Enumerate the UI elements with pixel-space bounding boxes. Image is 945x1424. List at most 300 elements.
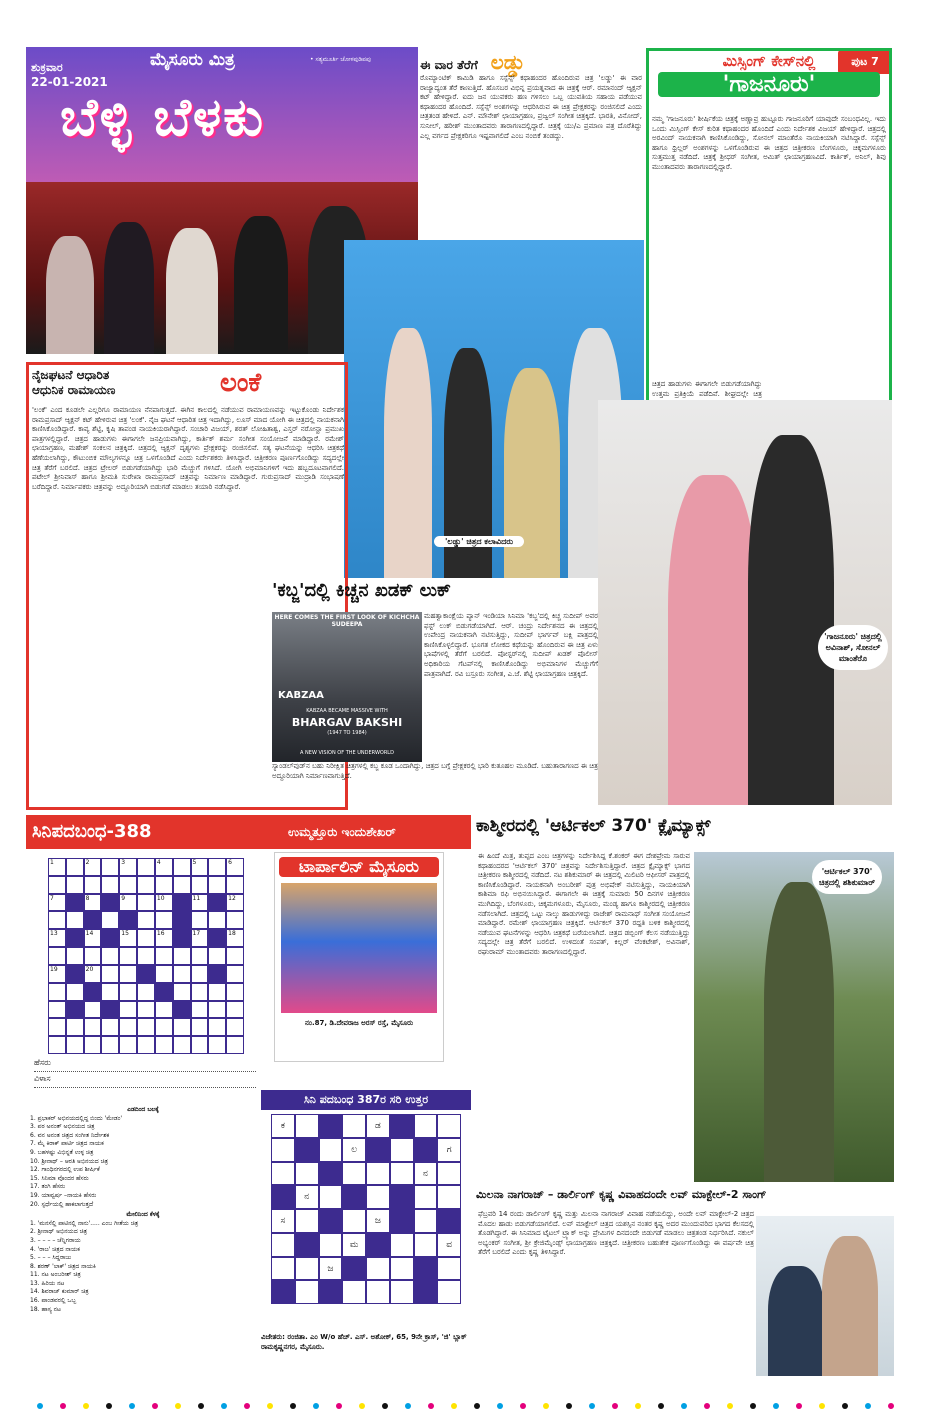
answer-cell [437,1162,461,1186]
crossword-block [101,894,119,912]
crossword-cell[interactable] [66,858,84,876]
answer-cell [390,1233,414,1257]
answer-block [342,1257,366,1281]
crossword-cell-number: 16 [156,930,165,938]
crossword-cell[interactable] [137,858,155,876]
registration-dot [842,1403,848,1409]
kabzaa-poster [272,612,422,762]
crossword-cell-number: 5 [192,859,197,866]
answer-block [319,1114,343,1138]
crossword-cell[interactable] [191,947,209,965]
answer-block [414,1257,438,1281]
crossword-name-line [34,1058,256,1072]
answer-cell [295,1257,319,1281]
clue-down: 3. – – – – ಚೆನ್ನಿಗರಾಯ [30,1236,81,1244]
clues-down-label: ಮೇಲಿನಿಂದ ಕೆಳಕ್ಕೆ [126,1211,160,1219]
answer-cell [414,1233,438,1257]
crossword-cell[interactable] [191,894,209,912]
crossword-cell[interactable] [48,1018,66,1036]
crossword-cell[interactable] [137,929,155,947]
crossword-cell-number: 17 [192,930,201,938]
crossword-cell-number: 8 [85,894,90,902]
crossword-block [101,1001,119,1019]
answer-cell [271,1138,295,1162]
answer-block [319,1280,343,1304]
kabzaa-article: ಮಹತ್ವಾಕಾಂಕ್ಷೆಯ ಪ್ಯಾನ್ ಇಂಡಿಯಾ ಸಿನಿಮಾ 'ಕಬ್ಜ'ದಲ್ಲಿ ಕಿಚ್ಚ ಸುದೀಪ್ ಅವರ ಫಸ್ಟ್ ಲುಕ್ ಬಿಡುಗಡೆಯಾಗಿದೆ. ಆರ್. ಚಂದ್ರು ನಿರ್ದೇಶನದ ಈ ಚಿತ್ರದಲ್ಲಿ ಉಪೇಂದ್ರ ನಾಯಕನಾಗಿ ನಟಿಸುತ್ತಿದ್ದು, ಸುದೀಪ್ ಭಾರ್ಗವ್ ಬಕ್ಷಿ ಪಾತ್ರದಲ್ಲಿ ಕಾಣಿಸಿಕೊಳ್ಳಲಿದ್ದಾರೆ. ಭೂಗತ ಲೋಕದ ಕಥೆಯನ್ನು ಹೊಂದಿರುವ ಈ ಚಿತ್ರ ಏಳು ಭಾಷೆಗಳಲ್ಲಿ ತೆರೆಗೆ ಬರಲಿದೆ. ಪೋಸ್ಟರ್‌ನಲ್ಲಿ ಸುದೀಪ್ ಖಡಕ್ ಪೊಲೀಸ್ ಅಧಿಕಾರಿಯ ಗೆಟಪ್‌ನಲ್ಲಿ ಕಾಣಿಸಿಕೊಂಡಿದ್ದು ಅಭಿಮಾನಿಗಳ ಮೆಚ್ಚುಗೆಗೆ ಪಾತ್ರವಾಗಿದೆ. ರವಿ ಬಸ್ರೂರು ಸಂಗೀತ, ಎ.ಜೆ. ಶೆಟ್ಟಿ ಛಾಯಾಗ್ರಹಣ ಚಿತ್ರಕ್ಕಿದೆ. [424,612,598,678]
tarpaulin-ad-title: ಟಾರ್ಪಾಲಿನ್ ಮೈಸೂರು [279,857,439,877]
gajanooru-title: 'ಗಾಜನೂರು' [658,72,880,97]
crossword-cell[interactable] [208,858,226,876]
answer-block [271,1280,295,1304]
crossword-cell[interactable] [119,1018,137,1036]
crossword-winner: ವಿಜೇತರು: ರಂಜಿತಾ. ಎಂ W/o ಹೆಚ್. ಎಸ್. ಅಶೋಕ್, 65, 9ನೇ ಕ್ರಾಸ್, 'ಜಿ' ಬ್ಲಾಕ್ ರಾಮಕೃಷ್ಣನಗರ, ಮೈಸೂರು. [261,1333,467,1351]
crossword-cell-number: 19 [50,965,58,973]
crossword-cell[interactable] [173,947,191,965]
crossword-cell[interactable] [84,929,102,947]
answer-cell [271,1162,295,1186]
crossword-cell[interactable] [48,911,66,929]
answer-cell [295,1162,319,1186]
crossword-block [208,965,226,983]
crossword-cell[interactable] [101,1036,119,1054]
clue-down: 8. ಶರಣ್ 'ಲಾಕ್' ಚಿತ್ರದ ನಾಯಕಿ [30,1262,96,1270]
crossword-block [66,1001,84,1019]
clue-across: 20. ಸ್ಪರ್ಧೆಯಲ್ಲಿ ಹಾಕಲಾಗುತ್ತದೆ [30,1200,94,1208]
crossword-cell[interactable] [48,894,66,912]
crossword-cell[interactable] [191,876,209,894]
answer-cell [366,1185,390,1209]
crossword-cell[interactable] [208,1001,226,1019]
clue-across: 3. ಪಠ ಅನಂತ್ ಅಭಿನಯದ ಚಿತ್ರ [30,1123,95,1131]
crossword-cell[interactable] [226,1018,244,1036]
clues-across-label: ಎಡದಿಂದ ಬಲಕ್ಕೆ [127,1106,159,1113]
registration-dot [175,1403,181,1409]
crossword-cell-number: 2 [85,859,90,866]
answer-cell [390,1280,414,1304]
crossword-cell[interactable] [119,965,137,983]
masthead-tagline: • ಸತ್ಯಮೂರ್ತಿ ಚೋಳಪುಡಿಪಪು [310,56,371,63]
answer-cell: ಲ [342,1138,366,1162]
answer-cell [319,1138,343,1162]
crossword-cell[interactable] [137,894,155,912]
lanke-header [32,368,342,402]
crossword-cell[interactable] [191,911,209,929]
registration-dot [382,1403,388,1409]
answer-cell: ಮ [342,1233,366,1257]
crossword-block [66,894,84,912]
crossword-header [26,815,471,849]
registration-dot [658,1403,664,1409]
crossword-cell[interactable] [119,983,137,1001]
crossword-block [155,983,173,1001]
kashmir-article: ಈ ಹಿಂದೆ ಮಿತ್ರ, ತುಪ್ಪದ ಎಂಬ ಚಿತ್ರಗಳನ್ನು ನಿರ್ದೇಶಿಸಿದ್ದ ಕೆ.ಶಂಕರ್ ಈಗ ದೇಶಪ್ರೇಮ ಸಾರುವ ಕಥಾಹಂದರದ 'ಆರ್ಟಿಕಲ್ 370' ಚಿತ್ರವನ್ನು ನಿರ್ದೇಶಿಸುತ್ತಿದ್ದಾರೆ. ಚಿತ್ರದ ಕ್ಲೈಮ್ಯಾಕ್ಸ್ ಭಾಗದ ಚಿತ್ರೀಕರಣ ಕಾಶ್ಮೀರದಲ್ಲಿ ನಡೆದಿದೆ. ನಟ ಶಶಿಕುಮಾರ್ ಈ ಚಿತ್ರದಲ್ಲಿ ಮಿಲಿಟರಿ ಆಫೀಸರ್ ಪಾತ್ರದಲ್ಲಿ ಕಾಣಿಸಿಕೊಂಡಿದ್ದಾರೆ. ನಾಯಕನಾಗಿ ಅಂಬರೀಶ್ ಪುತ್ರ ಅಭಿಷೇಕ್ ನಟಿಸುತ್ತಿದ್ದು, ನಾಯಕಿಯಾಗಿ ಕಾಶಿಮಾ ರಫಿ ಅಭಿನಯಿಸಿದ್ದಾರೆ. ಈಗಾಗಲೇ ಈ ಚಿತ್ರಕ್ಕೆ ಸುಮಾರು 50 ದಿನಗಳ ಚಿತ್ರೀಕರಣ ಮುಗಿದಿದ್ದು, ಬೆಂಗಳೂರು, ಚಿಕ್ಕಮಗಳೂರು, ಮೈಸೂರು, ಮಂಡ್ಯ ಹಾಗೂ ಕಾಶ್ಮೀರದಲ್ಲಿ ಚಿತ್ರೀಕರಣ ನಡೆಸಲಾಗಿದೆ. ಚಿತ್ರದಲ್ಲಿ ಒಟ್ಟು ನಾಲ್ಕು ಹಾಡುಗಳಿದ್ದು ರಾಜೇಶ್ ರಾಮನಾಥ್ ಸಂಗೀತ ಸಂಯೋಜನೆ ಮಾಡಿದ್ದಾರೆ. ರಮೇಶ್ ಛಾಯಾಗ್ರಹಣ ಚಿತ್ರಕ್ಕಿದೆ. ಆರ್ಟಿಕಲ್ 370 ರದ್ದತಿ ಬಳಿಕ ಕಾಶ್ಮೀರದಲ್ಲಿ ನಡೆಯುವ ಘಟನೆಗಳನ್ನು ಆಧರಿಸಿ ಚಿತ್ರಕಥೆ ಬರೆಯಲಾಗಿದೆ. ಚಿತ್ರದ ಡಬ್ಬಿಂಗ್ ಕೆಲಸ ನಡೆಯುತ್ತಿದ್ದು ಸದ್ಯದಲ್ಲೇ ಚಿತ್ರ ತೆರೆಗೆ ಬರಲಿದೆ. ಉಳಿದಂತೆ ಸಂಪತ್, ಕಿಲ್ಲರ್ ವೆಂಕಟೇಶ್, ಅವಿನಾಶ್, ರಘುರಾಮ್ ಮುಂತಾದವರು ತಾರಾಗಣದಲ್ಲಿದ್ದಾರೆ. [478,852,690,956]
clue-across: 7. ಮೈ ಕಿರಾಕ್ ಪಾರ್ಟಿ ಚಿತ್ರದ ನಾಯಕ [30,1140,104,1148]
crossword-cell[interactable] [226,876,244,894]
crossword-cell[interactable] [155,965,173,983]
kabzaa-article-cont: ಸ್ಯಾಂಡಲ್‌ವುಡ್‌ನ ಬಹು ನಿರೀಕ್ಷಿತ ಚಿತ್ರಗಳಲ್ಲಿ ಕಬ್ಜ ಕೂಡ ಒಂದಾಗಿದ್ದು, ಚಿತ್ರದ ಬಗ್ಗೆ ಪ್ರೇಕ್ಷಕರಲ್ಲಿ ಭಾರಿ ಕುತೂಹಲ ಮೂಡಿದೆ. ಬಹುತಾರಾಗಣದ ಈ ಚಿತ್ರ ಅದ್ದೂರಿಯಾಗಿ ನಿರ್ಮಾಣವಾಗುತ್ತಿದೆ. [272,762,598,780]
gajanooru-header [648,52,890,112]
crossword-cell[interactable] [155,1018,173,1036]
registration-dot [750,1403,756,1409]
answer-cell [437,1114,461,1138]
lovemocktail-photo [756,1216,894,1376]
crossword-cell[interactable] [119,894,137,912]
registration-dot [865,1403,871,1409]
laddu-caption: 'ಲಡ್ಡು' ಚಿತ್ರದ ಕಲಾವಿದರು [434,536,524,547]
registration-dot [267,1403,273,1409]
laddu-kicker: ಈ ವಾರ ತೆರೆಗೆ [420,58,478,72]
crossword-cell[interactable] [191,1018,209,1036]
crossword-block [84,911,102,929]
answer-cell: ನ [414,1162,438,1186]
clue-down: 5. – – – ಸಿದ್ದರಾಜು [30,1254,72,1262]
crossword-cell[interactable] [173,858,191,876]
crossword-cell[interactable] [226,965,244,983]
answer-block [414,1280,438,1304]
clue-across: 1. ಪ್ರಭಾಕರ್ ಅಭಿನಯದಲ್ಲಿದ್ದ ಬಿಂದು 'ಮೇಡಂ' [30,1114,123,1122]
crossword-cell[interactable] [208,983,226,1001]
answer-cell [366,1257,390,1281]
crossword-cell-number: 10 [156,894,165,902]
crossword-cell[interactable] [119,947,137,965]
lanke-kicker: ನೈಜಘಟನೆ ಆಧಾರಿತ [32,368,110,382]
registration-dot [589,1403,595,1409]
crossword-address-line [34,1074,256,1088]
clues-across-list [30,1115,256,1210]
registration-dot [819,1403,825,1409]
crossword-block [66,929,84,947]
answer-block [295,1233,319,1257]
crossword-cell[interactable] [84,1001,102,1019]
color-registration-marks [0,1400,945,1412]
answer-cell: ನ [295,1185,319,1209]
answer-block [271,1185,295,1209]
kabzaa-poster-name: BHARGAV BAKSHI [291,716,403,729]
crossword-cell[interactable] [48,1036,66,1054]
registration-dot [773,1403,779,1409]
answer-block [414,1138,438,1162]
crossword-cell[interactable] [101,858,119,876]
crossword-cell[interactable] [48,929,66,947]
answer-cell [319,1185,343,1209]
crossword-cell[interactable] [208,911,226,929]
answer-block [366,1138,390,1162]
answer-block [390,1209,414,1233]
crossword-cell[interactable] [155,858,173,876]
crossword-cell[interactable] [119,858,137,876]
answer-block [319,1209,343,1233]
crossword-cell-number: 9 [121,894,126,902]
lanke-title: ಲಂಕೆ [220,368,262,398]
kashmir-photo [694,852,894,1182]
crossword-cell[interactable] [173,876,191,894]
crossword-cell[interactable] [226,858,244,876]
answer-cell [366,1280,390,1304]
answer-cell [342,1162,366,1186]
crossword-title: ಸಿನಿಪದಬಂಧ-388 [32,821,152,842]
answer-cell: ಜ [366,1209,390,1233]
crossword-cell[interactable] [226,1001,244,1019]
crossword-cell[interactable] [155,1001,173,1019]
answer-cell [390,1138,414,1162]
crossword-address-label: ವಿಳಾಸ [34,1074,51,1083]
lovemocktail-article: ಫೆಬ್ರವರಿ 14 ರಂದು ಡಾರ್ಲಿಂಗ್ ಕೃಷ್ಣ ಮತ್ತು ಮಿಲನಾ ನಾಗರಾಜ್ ವಿವಾಹ ನಡೆಯಲಿದ್ದು, ಅಂದೇ ಲವ್ ಮಾಕ್ಟೇಲ್-2 ಚಿತ್ರದ ಮೊದಲ ಹಾಡು ಬಿಡುಗಡೆಯಾಗಲಿದೆ. ಲವ್ ಮಾಕ್ಟೇಲ್ ಚಿತ್ರದ ಯಶಸ್ಸಿನ ನಂತರ ಕೃಷ್ಣ ಅದರ ಮುಂದುವರಿದ ಭಾಗದ ಕೆಲಸದಲ್ಲಿ ತೊಡಗಿದ್ದಾರೆ. ಈ ಸಿನಿಮಾದ ಟೈಟಲ್ ಟ್ರ್ಯಾಕ್ ಅನ್ನು ಪ್ರೇಮಿಗಳ ದಿನದಂದೇ ಬಿಡುಗಡೆ ಮಾಡಲು ಚಿತ್ರತಂಡ ನಿರ್ಧರಿಸಿದೆ. ನಕುಲ್ ಅಭ್ಯಂಕರ್ ಸಂಗೀತ, ಶ್ರೀ ಕ್ರೇಜಿಮೈಂಡ್ಸ್ ಛಾಯಾಗ್ರಹಣ ಚಿತ್ರಕ್ಕಿದೆ. ಚಿತ್ರೀಕರಣ ಬಹುತೇಕ ಪೂರ್ಣಗೊಂಡಿದ್ದು ಈ ವರ್ಷವೇ ಚಿತ್ರ ತೆರೆಗೆ ಬರಲಿದೆ ಎಂದು ಕೃಷ್ಣ ತಿಳಿಸಿದ್ದಾರೆ. [478,1210,754,1257]
crossword-cell[interactable] [84,1036,102,1054]
registration-dot [336,1403,342,1409]
crossword-cell[interactable] [137,1001,155,1019]
answer-cell [271,1257,295,1281]
crossword-cell[interactable] [173,1036,191,1054]
crossword-cell[interactable] [155,894,173,912]
masthead-title: ಬೆಳ್ಳಿ ಬೆಳಕು [60,88,266,148]
clue-across: 19. ಯಾವ್ವರ್ಷ –ನಾಯಕಿ ಹೆಸರು [30,1191,97,1199]
crossword-cell[interactable] [137,983,155,1001]
crossword-cell[interactable] [173,983,191,1001]
laddu-article: ರೊಮ್ಯಾಂಟಿಕ್ ಕಾಮಿಡಿ ಹಾಗೂ ಸಸ್ಪೆನ್ಸ್ ಕಥಾಹಂದರ ಹೊಂದಿರುವ ಚಿತ್ರ 'ಲಡ್ಡು' ಈ ವಾರ ರಾಜ್ಯಾದ್ಯಂತ ತೆರೆ ಕಾಣುತ್ತಿದೆ. ಹೊಸಬರ ವಿಭಿನ್ನ ಪ್ರಯತ್ನವಾದ ಈ ಚಿತ್ರಕ್ಕೆ ಆರ್. ರಮಾನಂದ್ ಆ್ಯಕ್ಷನ್ ಕಟ್ ಹೇಳಿದ್ದಾರೆ. ಐದು ಜನ ಯುವಕರು ಹಣ ಗಳಿಸಲು ಒಬ್ಬ ಯುವತಿಯ ಸಹಾಯ ಪಡೆಯುವ ಕಥಾಹಂದರ ಹೊಂದಿದೆ. ಸಸ್ಪೆನ್ಸ್ ಅಂಶಗಳನ್ನು ಆಧರಿಸಿರುವ ಈ ಚಿತ್ರ ಪ್ರೇಕ್ಷಕರನ್ನು ರಂಜಿಸಲಿದೆ ಎಂದು ಚಿತ್ರತಂಡ ಹೇಳಿದೆ. ಎನ್. ಮೌನೇಶ್ ಛಾಯಾಗ್ರಹಣ, ಪ್ರಜ್ವಲ್ ಸಂಗೀತ ಚಿತ್ರಕ್ಕಿದೆ. ಭಾರತಿ, ವಿನೋದ್, ಸುನೀಲ್, ಹರೀಶ್ ಮುಂತಾದವರು ತಾರಾಗಣದಲ್ಲಿದ್ದಾರೆ. ಚಿತ್ರಕ್ಕೆ ಯು/ಎ ಪ್ರಮಾಣ ಪತ್ರ ದೊರೆತಿದ್ದು ಎಲ್ಲ ವರ್ಗದ ಪ್ರೇಕ್ಷಕರಿಗೂ ಇಷ್ಟವಾಗಲಿದೆ ಎಂಬ ನಂಬಿಕೆ ತಂಡದ್ದು. [420,74,642,140]
masthead-day: ಶುಕ್ರವಾರ [31,61,63,74]
crossword-cell[interactable] [208,1018,226,1036]
crossword-cell[interactable] [101,947,119,965]
kashmir-caption: 'ಆರ್ಟಿಕಲ್ 370' ಚಿತ್ರದಲ್ಲಿ ಶಶಿಕುಮಾರ್ [812,860,882,894]
registration-dot [796,1403,802,1409]
clue-across: 9. ಬಹಳಷ್ಟು ವಿಭಿನ್ನತೆ ಉಳ್ಳ ಚಿತ್ರ [30,1148,94,1156]
crossword-cell[interactable] [84,947,102,965]
crossword-cell[interactable] [101,983,119,1001]
answer-cell [390,1257,414,1281]
clue-across: 6. ವನ ಅನಂತ ಚಿತ್ರದ ಸಂಗೀತ ನಿರ್ದೇಶಕ [30,1131,110,1139]
crossword-clues [30,1106,256,1376]
crossword-cell[interactable] [137,1018,155,1036]
answer-cell [342,1209,366,1233]
crossword-answer-header: ಸಿನಿ ಪದಬಂಧ 387ರ ಸರಿ ಉತ್ತರ [261,1090,471,1110]
answer-cell [437,1185,461,1209]
lanke-article: 'ಲಂಕೆ' ಎಂದ ಕೂಡಲೇ ಎಲ್ಲರಿಗೂ ರಾಮಾಯಣ ನೆನಪಾಗುತ್ತದೆ. ಈಗಿನ ಕಾಲದಲ್ಲಿ ನಡೆಯುವ ರಾಮಾಯಣವನ್ನು ಇಟ್ಟುಕೊಂಡು ನಿರ್ದೇಶಕ ರಾಮಪ್ರಸಾದ್ ಆ್ಯಕ್ಷನ್ ಕಟ್ ಹೇಳಿರುವ ಚಿತ್ರ 'ಲಂಕೆ'. ನೈಜ ಘಟನೆ ಆಧಾರಿತ ಚಿತ್ರ ಇದಾಗಿದ್ದು, ಲೂಸ್ ಮಾದ ಯೋಗಿ ಈ ಚಿತ್ರದಲ್ಲಿ ನಾಯಕನಾಗಿ ಕಾಣಿಸಿಕೊಂಡಿದ್ದಾರೆ. ಕಾವ್ಯ ಶೆಟ್ಟಿ, ಕೃಷಿ ತಾಪಂಡ ನಾಯಕಿಯರಾಗಿದ್ದಾರೆ. ಸಂಚಾರಿ ವಿಜಯ್, ಶರತ್ ಲೋಹಿತಾಶ್ವ, ಎಸ್ತರ್ ನರೋನ್ಹಾ ಪ್ರಮುಖ ಪಾತ್ರಗಳಲ್ಲಿದ್ದಾರೆ. ಚಿತ್ರದ ಹಾಡುಗಳು ಈಗಾಗಲೇ ಜನಪ್ರಿಯವಾಗಿದ್ದು, ಕಾರ್ತಿಕ್ ಶರ್ಮ ಸಂಗೀತ ಸಂಯೋಜನೆ ಮಾಡಿದ್ದಾರೆ. ರಮೇಶ್ ಛಾಯಾಗ್ರಹಣ, ಮಹೇಶ್ ಸಂಕಲನ ಚಿತ್ರಕ್ಕಿದೆ. ಚಿತ್ರದಲ್ಲಿ ಆ್ಯಕ್ಷನ್ ದೃಶ್ಯಗಳು ಪ್ರೇಕ್ಷಕರನ್ನು ರಂಜಿಸಲಿವೆ. ಸತ್ಯ ಘಟನೆಯನ್ನು ಆಧರಿಸಿ ಚಿತ್ರಕಥೆ ಹೆಣೆಯಲಾಗಿದ್ದು, ಕೌಟುಂಬಿಕ ಮೌಲ್ಯಗಳನ್ನೂ ಚಿತ್ರ ಒಳಗೊಂಡಿದೆ ಎಂದು ನಿರ್ದೇಶಕರು ತಿಳಿಸಿದ್ದಾರೆ. ಚಿತ್ರೀಕರಣ ಪೂರ್ಣಗೊಂಡಿದ್ದು ಸದ್ಯದಲ್ಲೇ ಚಿತ್ರ ತೆರೆಗೆ ಬರಲಿದೆ. ಚಿತ್ರದ ಟ್ರೇಲರ್ ಬಿಡುಗಡೆಯಾಗಿದ್ದು ಭಾರಿ ಮೆಚ್ಚುಗೆ ಗಳಿಸಿದೆ. ಯೋಗಿ ಅಭಿಮಾನಿಗಳಿಗೆ ಇದು ಹಬ್ಬದೂಟವಾಗಲಿದೆ. ಪಟೇಲ್ ಶ್ರೀನಿವಾಸ್ ಹಾಗೂ ಶ್ರೀಮತಿ ಸುರೇಖಾ ರಾಮಪ್ರಸಾದ್ ಚಿತ್ರವನ್ನು ನಿರ್ಮಾಣ ಮಾಡಿದ್ದಾರೆ. ಗುರುಪ್ರಸಾದ್ ಮುದ್ರಾಡಿ ಸಂಭಾಷಣೆ ಬರೆದಿದ್ದಾರೆ. ನಿರ್ಮಾಪಕರು ಚಿತ್ರವನ್ನು ಅದ್ದೂರಿಯಾಗಿ ಬಿಡುಗಡೆ ಮಾಡಲು ತಯಾರಿ ನಡೆಸಿದ್ದಾರೆ. [32,406,344,491]
crossword-grid[interactable] [48,858,244,1054]
gajanooru-caption: 'ಗಾಜನೂರು' ಚಿತ್ರದಲ್ಲಿ ಅವಿನಾಶ್, ಸೋನಲ್ ಮಾಂತೆರೊ [818,625,888,670]
crossword-cell-number: 20 [85,965,94,973]
crossword-cell[interactable] [84,858,102,876]
crossword-cell[interactable] [119,1001,137,1019]
crossword-cell[interactable] [119,1036,137,1054]
crossword-cell-number: 12 [228,894,236,902]
crossword-cell[interactable] [137,1036,155,1054]
registration-dot [543,1403,549,1409]
tarpaulin-ad-photo [281,883,437,1013]
crossword-cell[interactable] [66,1036,84,1054]
crossword-cell[interactable] [208,1036,226,1054]
gajanooru-photo [598,400,892,805]
answer-cell: ಡ [366,1114,390,1138]
clue-down: 14. ಶಿವರಾಜ್ ಕುಮಾರ್ ಚಿತ್ರ [30,1288,89,1296]
crossword-cell[interactable] [155,929,173,947]
crossword-cell[interactable] [155,947,173,965]
answer-cell [342,1280,366,1304]
registration-dot [635,1403,641,1409]
crossword-block [173,1001,191,1019]
answer-cell: ಜ [319,1257,343,1281]
registration-dot [359,1403,365,1409]
clue-across: 17. ತಂಗಿ ಹೆಸರು [30,1183,66,1191]
crossword-cell[interactable] [84,876,102,894]
registration-dot [704,1403,710,1409]
clue-down: 13. ಹಿರಿಯ ನಟ [30,1279,65,1287]
crossword-cell-number: 6 [228,859,232,866]
crossword-cell[interactable] [226,929,244,947]
registration-dot [405,1403,411,1409]
crossword-answer-grid [271,1114,461,1304]
crossword-cell[interactable] [48,876,66,894]
clue-down: 16. ಪಾಂಡವರಲ್ಲಿ ಒಬ್ಬ [30,1297,77,1305]
crossword-cell[interactable] [66,911,84,929]
clue-across: 15. ಸಿನಿಮಾ ವೊಂದರ ಹೆಸರು [30,1174,89,1182]
clue-down: 18. ಹಾಸ್ಯ ನಟ [30,1305,61,1313]
kabzaa-poster-years: (1947 TO 1984) [327,730,367,736]
crossword-cell[interactable] [226,894,244,912]
answer-cell: ಸ [271,1209,295,1233]
crossword-block [173,894,191,912]
answer-block [390,1185,414,1209]
answer-cell [319,1233,343,1257]
registration-dot [612,1403,618,1409]
kabzaa-poster-title: KABZAA [278,690,324,701]
crossword-cell[interactable] [48,858,66,876]
crossword-name-label: ಹೆಸರು [34,1058,51,1067]
registration-dot [520,1403,526,1409]
answer-block [390,1114,414,1138]
answer-block [437,1209,461,1233]
crossword-cell[interactable] [101,876,119,894]
lovemocktail-header: ಮಿಲನಾ ನಾಗರಾಜ್ – ಡಾರ್ಲಿಂಗ್ ಕೃಷ್ಣ ವಿವಾಹದಂದೇ ಲವ್ ಮಾಕ್ಟೇಲ್-2 ಸಾಂಗ್ [476,1188,896,1208]
clue-down: 1. 'ಮನಸೆಲ್ಲಿ ಪಾಟಿನಲ್ಲಿ ನಾನು'..... ಎಂಬ ಗೀತೆಯ ಚಿತ್ರ [30,1219,139,1227]
crossword-cell[interactable] [155,911,173,929]
crossword-cell-number: 13 [50,930,58,938]
registration-dot [428,1403,434,1409]
crossword-cell-number: 1 [50,859,54,866]
crossword-block [173,929,191,947]
crossword-cell[interactable] [191,1036,209,1054]
crossword-block [137,965,155,983]
crossword-cell[interactable] [137,911,155,929]
answer-cell [366,1162,390,1186]
crossword-cell[interactable] [191,1001,209,1019]
registration-dot [221,1403,227,1409]
crossword-author: ಉಮ್ಮತ್ತೂರು ಇಂದುಶೇಖರ್ [288,825,396,839]
clues-down-list [30,1220,256,1315]
answer-block [319,1162,343,1186]
answer-cell [414,1185,438,1209]
crossword-cell[interactable] [101,911,119,929]
crossword-cell[interactable] [66,983,84,1001]
crossword-block [208,929,226,947]
answer-cell [295,1209,319,1233]
answer-block [342,1185,366,1209]
crossword-cell[interactable] [66,947,84,965]
crossword-cell[interactable] [191,965,209,983]
registration-dot [106,1403,112,1409]
kabzaa-poster-top: HERE COMES THE FIRST LOOK OF KICHCHA SUDEEPA [274,614,420,628]
crossword-cell[interactable] [137,947,155,965]
crossword-cell[interactable] [48,947,66,965]
crossword-cell[interactable] [173,965,191,983]
lanke-kicker2: ಆಧುನಿಕ ರಾಮಾಯಣ [32,383,116,397]
page-number-badge: ಪುಟ 7 [838,50,892,74]
crossword-cell[interactable] [137,876,155,894]
crossword-cell[interactable] [208,876,226,894]
crossword-cell-number: 15 [121,930,129,938]
crossword-cell[interactable] [191,858,209,876]
crossword-cell[interactable] [208,947,226,965]
crossword-cell[interactable] [226,947,244,965]
crossword-cell[interactable] [226,911,244,929]
masthead-date: 22-01-2021 [31,75,108,89]
answer-cell [342,1114,366,1138]
registration-dot [313,1403,319,1409]
crossword-cell[interactable] [119,929,137,947]
answer-cell [414,1209,438,1233]
crossword-cell[interactable] [155,876,173,894]
crossword-cell-number: 3 [121,859,126,866]
clue-down: 11. ನಟ ಅಂಬರೀಶ್ ಚಿತ್ರ [30,1271,81,1279]
gajanooru-kicker: ಮಿಸ್ಸಿಂಗ್ ಕೇಸ್‌ನಲ್ಲಿ [722,52,816,70]
crossword-cell[interactable] [226,983,244,1001]
answer-block [295,1138,319,1162]
crossword-cell[interactable] [66,1018,84,1036]
crossword-block [208,894,226,912]
registration-dot [290,1403,296,1409]
registration-dot [497,1403,503,1409]
crossword-cell-number: 11 [192,894,201,902]
crossword-cell[interactable] [48,1001,66,1019]
crossword-cell[interactable] [84,894,102,912]
registration-dot [244,1403,250,1409]
registration-dot [198,1403,204,1409]
tarpaulin-ad [274,852,444,1062]
registration-dot [60,1403,66,1409]
laddu-header [420,50,642,74]
kabzaa-poster-line: KABZAA BECAME MASSIVE WITH [306,708,388,714]
answer-cell [414,1114,438,1138]
answer-cell [437,1257,461,1281]
crossword-block [173,911,191,929]
clue-across: 10. ಶ್ರೀನಾಥ್ – ಆರತಿ ಅಭಿನಯದ ಚಿತ್ರ [30,1157,109,1165]
registration-dot [83,1403,89,1409]
registration-dot [888,1403,894,1409]
gajanooru-article: ನಮ್ಮ 'ಗಾಜನೂರು' ಶೀರ್ಷಿಕೆಯ ಚಿತ್ರಕ್ಕೆ ಅಣ್ಣಾವ್ರ ಹುಟ್ಟೂರು ಗಾಜನೂರಿಗೆ ಯಾವುದೇ ಸಂಬಂಧವಿಲ್ಲ. ಇದು ಒಂದು ಮಿಸ್ಸಿಂಗ್ ಕೇಸ್ ಕುರಿತ ಕಥಾಹಂದರ ಹೊಂದಿದೆ ಎಂದು ನಿರ್ದೇಶಕ ವಿಜಯ್ ಹೇಳಿದ್ದಾರೆ. ಚಿತ್ರದಲ್ಲಿ ಅರವಿಂದ್ ನಾಯಕನಾಗಿ ಕಾಣಿಸಿಕೊಂಡಿದ್ದು, ಸೋನಲ್ ಮಾಂತೆರೊ ನಾಯಕಿಯಾಗಿ ನಟಿಸಿದ್ದಾರೆ. ಸಸ್ಪೆನ್ಸ್ ಹಾಗೂ ಥ್ರಿಲ್ಲರ್ ಅಂಶಗಳನ್ನು ಒಳಗೊಂಡಿರುವ ಈ ಚಿತ್ರದ ಚಿತ್ರೀಕರಣ ಬೆಂಗಳೂರು, ಚಿಕ್ಕಮಗಳೂರು ಸುತ್ತಮುತ್ತ ನಡೆದಿದೆ. ಚಿತ್ರಕ್ಕೆ ಶ್ರೀಧರ್ ಸಂಗೀತ, ಅಮಿತ್ ಛಾಯಾಗ್ರಹಣವಿದೆ. ಕಾರ್ತಿಕ್, ಅನಿಲ್, ಶಿವು ಮುಂತಾದವರು ತಾರಾಗಣದಲ್ಲಿದ್ದಾರೆ. [652,115,886,171]
registration-dot [681,1403,687,1409]
masthead-paper-name: ಮೈಸೂರು ಮಿತ್ರ [150,50,235,70]
clue-across: 12. ಗಾಂಧಿನಗರದಲ್ಲಿ ಉಪ ಶೀರ್ಷಿಕೆ [30,1166,100,1174]
crossword-cell[interactable] [84,1018,102,1036]
crossword-cell[interactable] [173,1018,191,1036]
crossword-cell[interactable] [226,1036,244,1054]
crossword-cell[interactable] [191,929,209,947]
crossword-cell[interactable] [84,965,102,983]
crossword-block [66,965,84,983]
crossword-cell[interactable] [101,1018,119,1036]
crossword-cell[interactable] [191,983,209,1001]
tarpaulin-ad-address: ನಂ.87, ಡಿ.ದೇವರಾಜ ಅರಸ್ ರಸ್ತೆ, ಮೈಸೂರು [304,1019,414,1027]
crossword-cell[interactable] [101,965,119,983]
crossword-cell[interactable] [48,965,66,983]
crossword-cell[interactable] [66,876,84,894]
registration-dot [451,1403,457,1409]
crossword-cell-number: 14 [85,930,94,938]
crossword-cell[interactable] [155,1036,173,1054]
crossword-cell-number: 18 [228,930,236,938]
answer-cell: ಕ [271,1114,295,1138]
crossword-cell[interactable] [119,876,137,894]
crossword-cell[interactable] [48,983,66,1001]
